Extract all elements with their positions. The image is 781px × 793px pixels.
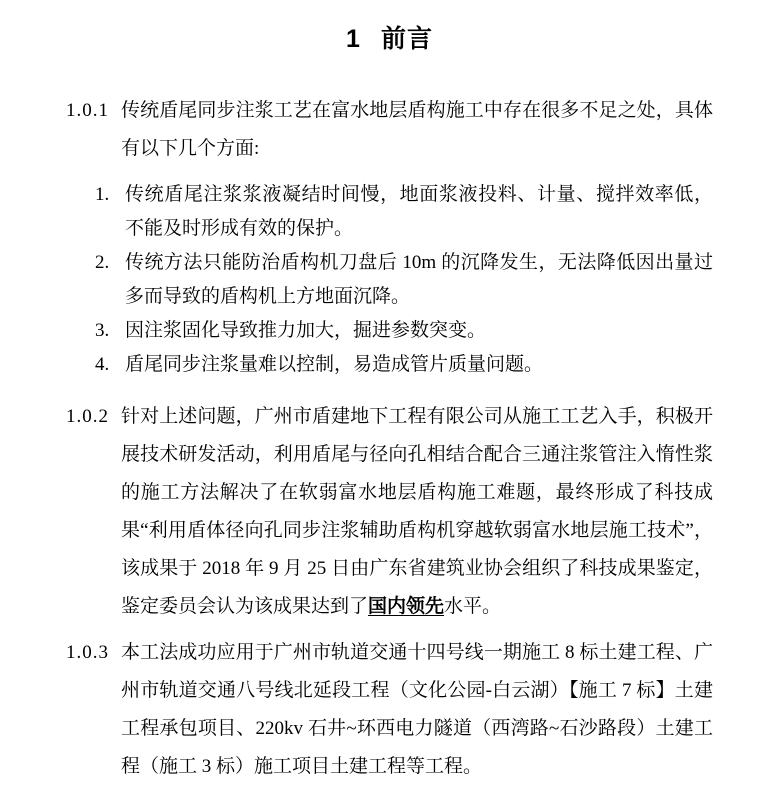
list-item-text: 传统方法只能防治盾构机刀盘后 10m 的沉降发生，无法降低因出量过多而导致的盾构机上方地面沉降。 <box>125 252 713 307</box>
clause-number: 1.0.1 <box>66 100 109 121</box>
clause-1-0-3 <box>66 634 713 786</box>
heading-text: 前言 <box>380 25 433 53</box>
list-item <box>66 178 713 246</box>
issue-list <box>66 178 713 382</box>
clause-text: 本工法成功应用于广州市轨道交通十四号线一期施工 8 标土建工程、广州市轨道交通八号线北延段工程（文化公园-白云湖）【施工 7 标】土建工程承包项目、220kv 石井~环西电力隧道（西湾路~石沙路段）土建工程（施工 3 标）施工项目土建工程等工程。 <box>121 642 713 777</box>
clause-text: 传统盾尾同步注浆工艺在富水地层盾构施工中存在很多不足之处，具体有以下几个方面: <box>121 100 713 159</box>
clause-1-0-1 <box>66 92 713 168</box>
list-item-number: 1. <box>95 184 110 205</box>
emphasized-text: 国内领先 <box>368 596 445 617</box>
list-item <box>66 246 713 314</box>
clause-text-before: 针对上述问题，广州市盾建地下工程有限公司从施工工艺入手，积极开展技术研发活动，利用盾尾与径向孔相结合配合三通注浆管注入惰性浆的施工方法解决了在软弱富水地层盾构施工难题，最终形成了科技成果“利用盾体径向孔同步注浆辅助盾构机穿越软弱富水地层施工技术”，该成果于 2018 年 9 月 25 日由广东省建筑业协会组织了科技成果鉴定，鉴定委员会认为该成果达到了 <box>121 406 713 617</box>
list-item-text: 因注浆固化导致推力加大，掘进参数突变。 <box>125 320 487 341</box>
list-item <box>66 314 713 348</box>
list-item-number: 3. <box>95 320 110 341</box>
heading-number: 1 <box>346 25 361 53</box>
section-heading <box>66 22 713 56</box>
clause-text-after: 水平。 <box>444 596 502 617</box>
list-item <box>66 348 713 382</box>
clause-number: 1.0.3 <box>66 642 109 663</box>
list-item-text: 盾尾同步注浆量难以控制，易造成管片质量问题。 <box>125 354 544 375</box>
list-item-number: 2. <box>95 252 110 273</box>
clause-text <box>121 398 713 626</box>
list-item-number: 4. <box>95 354 110 375</box>
list-item-text: 传统盾尾注浆浆液凝结时间慢，地面浆液投料、计量、搅拌效率低，不能及时形成有效的保护。 <box>125 184 713 239</box>
clause-1-0-2 <box>66 398 713 626</box>
clause-number: 1.0.2 <box>66 406 109 427</box>
